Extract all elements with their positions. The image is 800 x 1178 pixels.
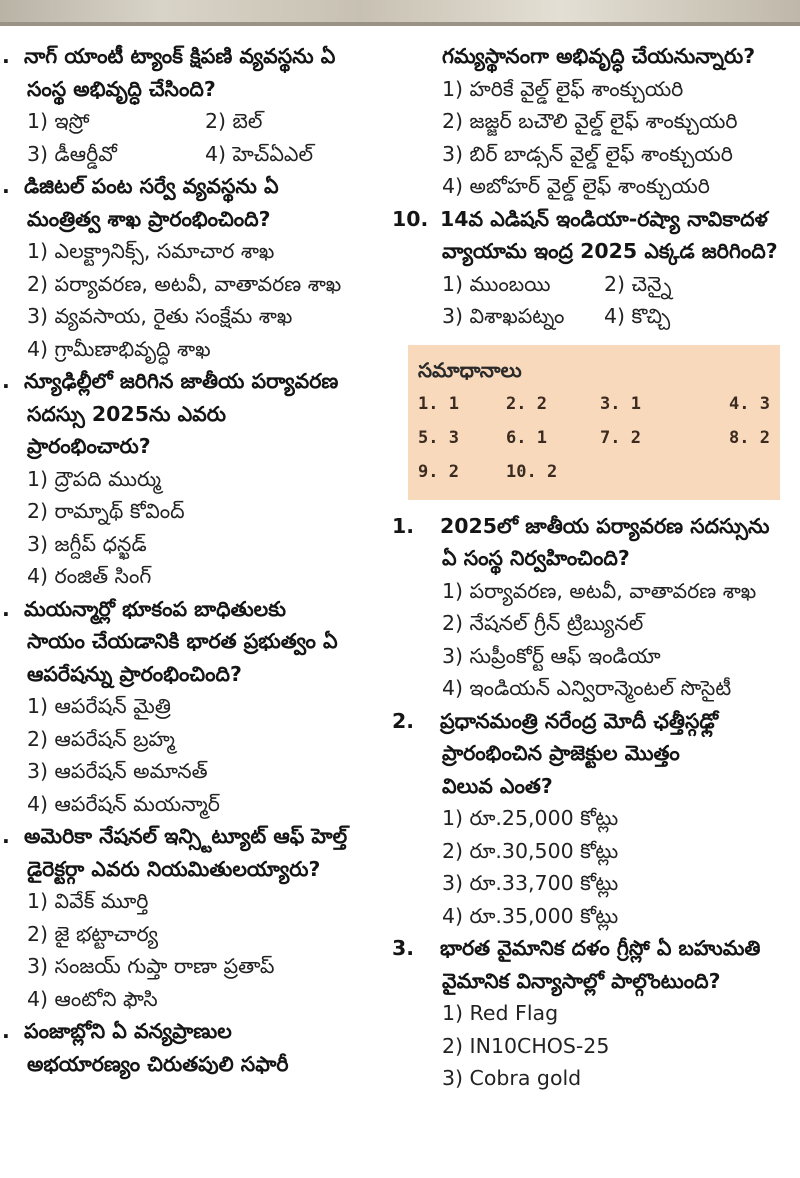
question-number: 3. [392,936,415,960]
question-line [2,365,392,398]
option-line: 4) కొచ్చి [604,304,671,328]
option-line: 2) పర్యావరణ, అటవీ, వాతావరణ శాఖ [27,271,342,296]
answer-item: 3. 1 [600,393,641,414]
question-line [392,510,798,543]
right-column [392,40,798,1095]
question-continuation: ప్రారంభించారు? [27,434,151,458]
option-pair [2,105,392,138]
question-text: డిజిటల్ పంట సర్వే వ్యవస్థను ఏ [24,174,279,198]
option-line: 4) గ్రామీణాభివృద్ధి శాఖ [27,336,211,361]
question-line [392,203,798,236]
question-continuation: ఏ సంస్థ నిర్వహించింది? [442,546,630,570]
question-number: 1. [392,513,415,538]
question-text: ప్రధానమంత్రి నరేంద్ర మోదీ ఛత్తీస్గఢ్లో [440,708,719,733]
answer-item: 8. 2 [729,427,770,448]
option-line: 4) రంజిత్ సింగ్ [27,564,152,588]
option-pair [2,138,392,171]
option-line: 2) నేషనల్ గ్రీన్ ట్రిబ్యునల్ [442,611,644,635]
option-line: 1) ఎలక్ట్రానిక్స్, సమాచార శాఖ [27,239,275,263]
option-line: 2) ఆపరేషన్ బ్రహ్మ [27,726,175,751]
option-line: 2) బెల్ [205,109,263,133]
option-line: 3) ఆపరేషన్ అమానత్ [27,759,208,783]
answer-item: 9. 2 [418,461,459,482]
option-line: 3) Cobra gold [442,1066,582,1090]
question-text: 2025లో జాతీయ పర్యావరణ సదస్సును [440,513,770,538]
answer-item: 10. 2 [506,461,558,482]
answer-item: 1. 1 [418,393,459,414]
option-line: 1) ముంబయి [442,271,551,296]
question-number: . [2,1019,10,1043]
option-line: 3) విశాఖపట్నం [442,304,565,328]
answer-item: 6. 1 [506,427,547,448]
question-line [2,1015,392,1048]
answers-grid [418,387,770,489]
question-number: . [2,44,10,68]
right-top-questions [392,40,798,333]
question-number: . [2,596,10,621]
option-line: 1) పర్యావరణ, అటవీ, వాతావరణ శాఖ [442,578,757,603]
option-line: 4) రూ.35,000 కోట్లు [442,903,619,928]
question-number: . [2,369,10,393]
option-line: 2) IN10CHOS-25 [442,1033,610,1058]
question-continuation: సదస్సు 2025ను ఎవరు [27,401,226,426]
question-continuation: గమ్యస్థానంగా అభివృద్ధి చేయనున్నారు? [442,44,756,68]
question-continuation: వ్యాయామ ఇంద్ర 2025 ఎక్కడ జరిగింది? [442,239,778,263]
question-text: అమెరికా నేషనల్ ఇన్స్టిట్యూట్ ఆఫ్ హెల్త్ [24,824,348,848]
option-line: 4) ఇండియన్ ఎన్విరాన్మెంటల్ సొసైటీ [442,676,732,700]
option-line: 4) ఆంటోని ఫౌసి [27,986,158,1011]
question-text: న్యూఢిల్లీలో జరిగిన జాతీయ పర్యావరణ [24,369,339,393]
option-line: 3) వ్యవసాయ, రైతు సంక్షేమ శాఖ [27,304,293,328]
option-line: 2) జజ్జర్ బచౌలి వైల్డ్ లైఫ్ శాంక్చుయరి [442,109,738,133]
question-text: పంజాబ్లోని ఏ వన్యప్రాణుల [24,1019,232,1043]
question-continuation: విలువ ఎంత? [442,773,553,798]
option-line: 3) జగ్దీప్ ధన్ఖడ్ [27,531,147,556]
right-bottom-questions [392,510,798,1095]
option-pair [392,268,798,301]
answers-box [408,345,780,500]
question-text: భారత వైమానిక దళం గ్రీస్లో ఏ బహుమతి [440,936,761,960]
question-text: మయన్మార్లో భూకంప బాధితులకు [24,596,286,621]
question-line [2,170,392,203]
question-line [392,705,798,738]
question-continuation: ఆపరేషన్ను ప్రారంభించింది? [27,661,242,686]
option-line: 3) రూ.33,700 కోట్లు [442,871,619,895]
option-line: 2) జై భట్టాచార్య [27,921,158,946]
option-line: 4) ఆపరేషన్ మయన్మార్ [27,791,220,816]
option-line: 1) రూ.25,000 కోట్లు [442,806,619,830]
question-line [2,820,392,853]
question-continuation: మంత్రిత్వ శాఖ ప్రారంభించింది? [27,206,271,231]
question-continuation: అభయారణ్యం చిరుతపులి సఫారీ [27,1051,289,1076]
answer-item: 7. 2 [600,427,641,448]
question-continuation: సాయం చేయడానికి భారత ప్రభుత్వం ఏ [27,629,338,653]
option-pair [392,300,798,333]
option-line: 4) హెచ్ఏఎల్ [205,141,313,166]
question-text: నాగ్ యాంటీ ట్యాంక్ క్షిపణి వ్యవస్థను ఏ [24,44,336,68]
question-line [2,593,392,626]
question-number: 2. [392,708,415,733]
option-line: 1) వివేక్ మూర్తి [27,889,149,913]
header-photo-strip [0,0,800,26]
option-line: 1) Red Flag [442,1001,559,1025]
question-continuation: డైరెక్టర్గా ఎవరు నియమితులయ్యారు? [27,856,321,881]
question-continuation: సంస్థ అభివృద్ధి చేసింది? [27,76,216,101]
answer-item: 4. 3 [729,393,770,414]
answers-title: సమాధానాలు [418,357,522,382]
left-column [2,40,392,1080]
question-line [392,932,798,965]
option-line: 1) ద్రౌపది ముర్ము [27,466,162,491]
option-line: 1) ఇస్రో [27,109,90,133]
option-line: 3) సంజయ్ గుప్తా రాణా ప్రతాప్ [27,954,275,978]
option-line: 1) హరికే వైల్డ్ లైఫ్ శాంక్చుయరి [442,76,684,101]
option-line: 2) చెన్నై [604,271,672,296]
option-line: 3) డీఆర్డీవో [27,141,117,166]
question-text: 14వ ఎడిషన్ ఇండియా-రష్యా నావికాదళ [440,206,768,231]
answer-item: 5. 3 [418,427,459,448]
question-number: . [2,824,10,848]
option-line: 3) సుప్రీంకోర్ట్ ఆఫ్ ఇండియా [442,643,661,668]
question-number: 10. [392,206,429,231]
question-number: . [2,174,10,198]
question-continuation: వైమానిక విన్యాసాల్లో పాల్గొంటుంది? [442,968,721,993]
question-continuation: ప్రారంభించిన ప్రాజెక్టుల మొత్తం [442,741,680,765]
option-line: 1) ఆపరేషన్ మైత్రి [27,694,171,718]
answer-item: 2. 2 [506,393,547,414]
option-line: 4) అబోహర్ వైల్డ్ లైఫ్ శాంక్చుయరి [442,174,710,198]
option-line: 2) రామ్నాథ్ కోవింద్ [27,499,185,523]
option-line: 3) బిర్ బాడ్సన్ వైల్డ్ లైఫ్ శాంక్చుయరి [442,141,733,166]
question-line [2,40,392,73]
option-line: 2) రూ.30,500 కోట్లు [442,838,619,863]
